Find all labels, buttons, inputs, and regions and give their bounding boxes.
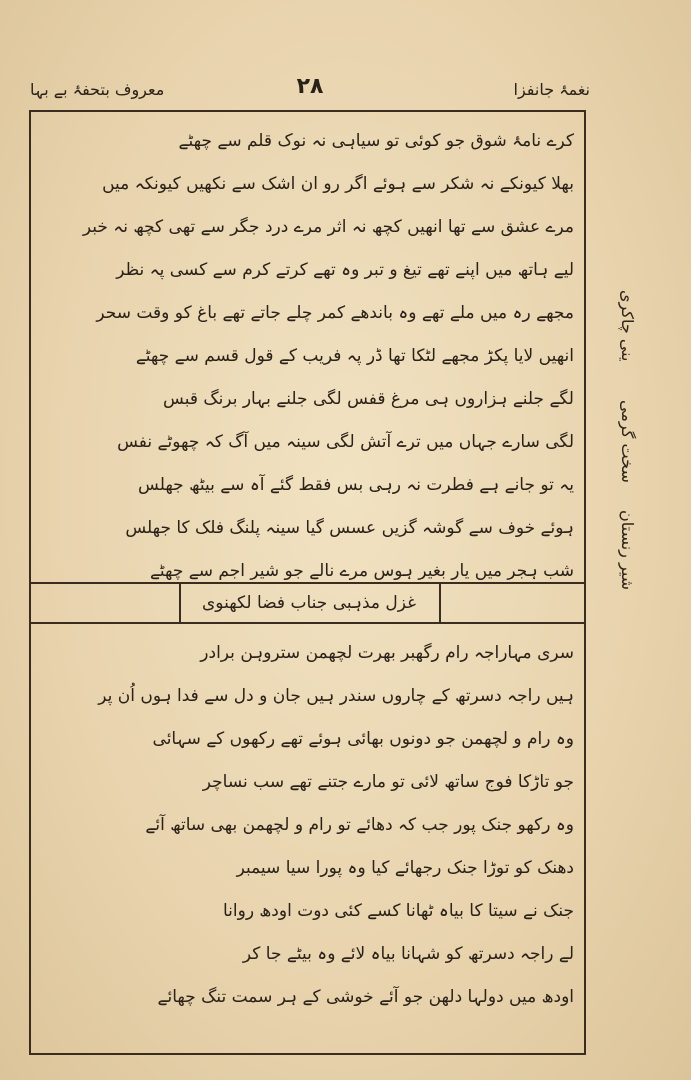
verse-line: سری مہاراجہ رام رگھبر بھرت لچھمن ستروہن برادر: [200, 643, 574, 663]
verse-line: دھنک کو توڑا جنک رجھائے کیا وہ پورا سیا سیمبر: [236, 858, 574, 878]
verse-line: یہ تو جانے ہے فطرت نہ رہی بس فقط گئے آہ سے بیٹھ جھلس: [138, 475, 574, 495]
title-divider: [439, 584, 441, 622]
poem-section-2: [41, 632, 574, 1019]
verse-line: لگی سارے جہاں میں ترے آتش لگی سینہ میں آگ کہ چھوٹے نفس: [117, 432, 574, 452]
ghazal-title-row: [31, 582, 584, 624]
verse-line: ہوئے خوف سے گوشہ گزیں عسس گیا سینہ پلنگ فلک کا جھلس: [125, 518, 574, 538]
margin-note: ینی چاکری: [618, 290, 637, 362]
verse-line: جنک نے سیتا کا بیاہ ٹھانا کسے کئی دوت اودھ روانا: [222, 901, 574, 921]
verse-line: لگے جلنے ہزاروں ہی مرغ قفس لگی جلنے بہار برنگ قبس: [163, 389, 574, 409]
verse-line: اودھ میں دولہا دلھن جو آئے خوشی کے ہر سمت تنگ چھائے: [157, 987, 574, 1007]
running-title-right: نغمۂ جانفزا: [513, 80, 590, 99]
text-frame: [29, 110, 586, 1055]
verse-line: بھلا کیونکے نہ شکر سے ہوئے اگر رو ان اشک سے نکھیں کیونکہ میں: [102, 174, 574, 194]
verse-line: انھیں لایا پکڑ مجھے لٹکا تھا ڈر پہ فریب کے قول قسم سے چھٹے: [135, 346, 574, 366]
running-title-left: معروف بتحفۂ بے بہا: [30, 80, 165, 99]
verse-line: لیے ہاتھ میں اپنے تھے تیغ و تبر وہ تھے کرتے کرم سے کسی پہ نظر: [116, 260, 574, 280]
verse-line: مجھے رہ میں ملے تھے وہ باندھے کمر چلے جاتے تھے باغ کو وقت سحر: [96, 303, 574, 323]
verse-line: جو تاڑکا فوج ساتھ لائی تو مارے جتنے تھے سب نساچر: [202, 772, 574, 792]
verse-line: کرے نامۂ شوق جو کوئی تو سیاہی نہ نوک قلم سے چھٹے: [178, 131, 574, 151]
poem-section-1: [41, 120, 574, 593]
page-header: [30, 74, 590, 106]
margin-note: سخت گرمی: [618, 400, 637, 483]
page-number: ۲۸: [296, 74, 324, 99]
margin-notes: [598, 290, 678, 630]
verse-line: لے راجہ دسرتھ کو شہانا بیاہ لائے وہ بیٹے جا کر: [242, 944, 574, 964]
margin-note: شیر رنستان: [618, 510, 637, 591]
ghazal-title: غزل مذہبی جناب فضا لکھنوی: [201, 593, 417, 613]
verse-line: وہ رکھو جنک پور جب کہ دھائے تو رام و لچھمن بھی ساتھ آئے: [145, 815, 574, 835]
verse-line: ہیں راجہ دسرتھ کے چاروں سندر ہیں جان و دل سے فدا ہوں اُن پر: [98, 686, 574, 706]
verse-line: وہ رام و لچھمن جو دونوں بھائی ہوئے تھے رکھوں کے سہائی: [152, 729, 574, 749]
verse-line: شب ہجر میں یار بغیر ہوس مرے نالے جو شیر اجم سے چھٹے: [149, 561, 574, 581]
verse-line: مرے عشق سے تھا انھیں کچھ نہ اثر مرے درد جگر سے تھی کچھ نہ خبر: [82, 217, 574, 237]
